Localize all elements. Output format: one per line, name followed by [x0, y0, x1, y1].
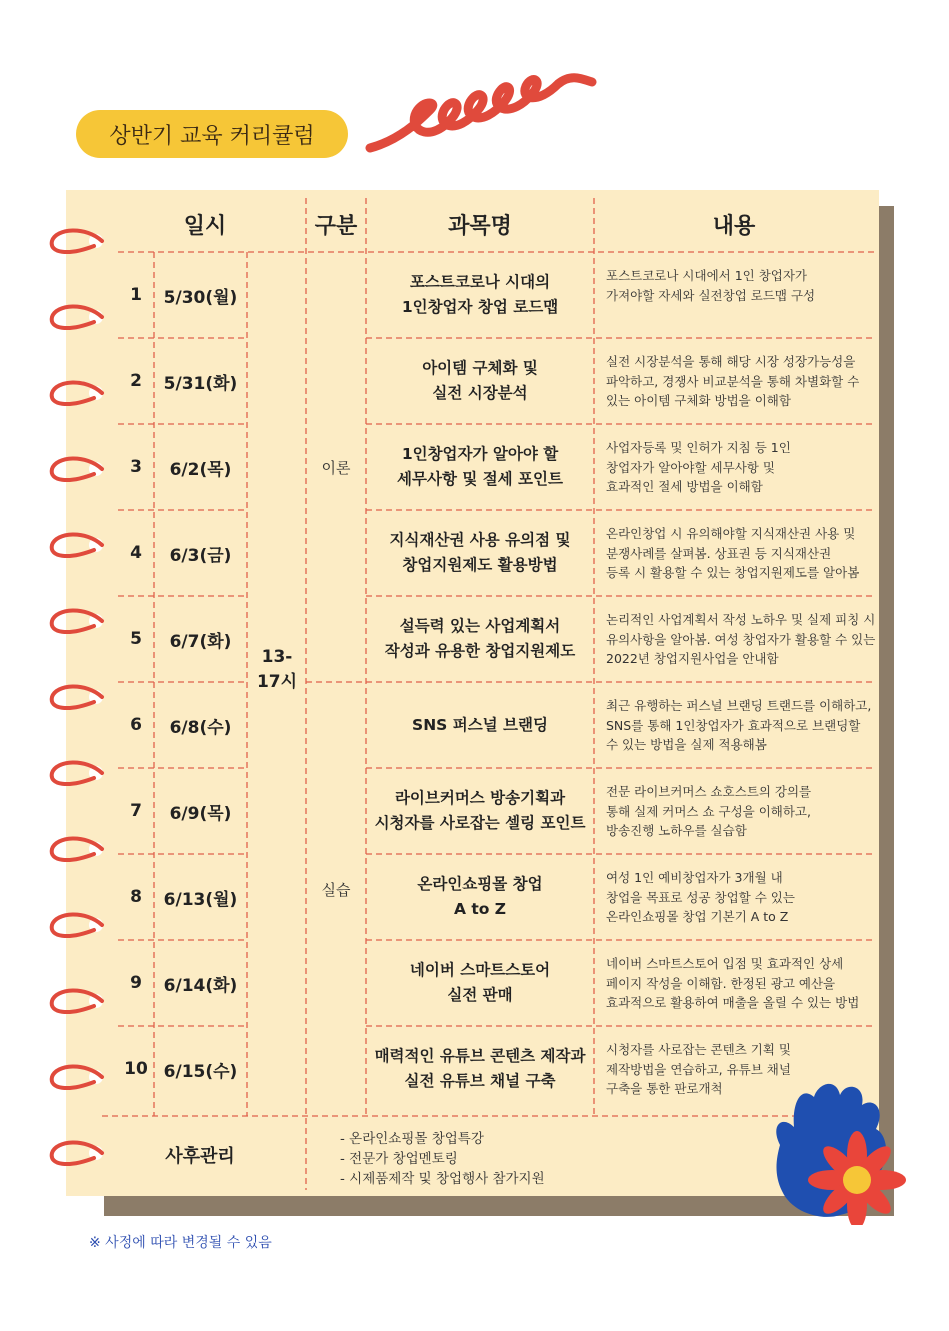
- content-line: 온라인쇼핑몰 창업 기본기 A to Z: [606, 909, 789, 924]
- subject-line: 네이버 스마트스토어: [409, 961, 551, 979]
- session-subject: [366, 252, 594, 338]
- time-range: [247, 630, 307, 710]
- spiral-ring-icon: [46, 756, 110, 790]
- session-content: [606, 954, 881, 1026]
- content-line: 사업자등록 및 인허가 지침 등 1인: [606, 440, 791, 455]
- subject-line: 1인창업자 창업 로드맵: [401, 298, 559, 316]
- session-number: 3: [130, 457, 142, 477]
- content-line: 최근 유행하는 퍼스널 브랜딩 트랜드를 이해하고,: [606, 698, 872, 713]
- subject-line: 매력적인 유튜브 콘텐츠 제작과: [374, 1047, 586, 1065]
- squiggle-decoration: [360, 70, 610, 170]
- session-subject: [366, 682, 594, 768]
- aftercare-item: - 온라인쇼핑몰 창업특강: [340, 1131, 484, 1147]
- content-line: 효과적으로 활용하여 매출을 올릴 수 있는 방법: [606, 995, 860, 1010]
- subject-line: SNS 퍼스널 브랜딩: [412, 715, 548, 734]
- header-date: 일시: [183, 213, 227, 239]
- category-practice: 실습: [321, 880, 351, 899]
- session-number: 10: [124, 1059, 148, 1079]
- content-line: 온라인창업 시 유의해야할 지식재산권 사용 및: [606, 526, 856, 541]
- aftercare-item: - 시제품제작 및 창업행사 참가지원: [340, 1171, 545, 1187]
- subject-line: 작성과 유용한 창업지원제도: [384, 642, 576, 660]
- content-line: 등록 시 활용할 수 있는 창업지원제도를 알아봄: [606, 565, 860, 580]
- subject-line: 온라인쇼핑몰 창업: [417, 875, 543, 893]
- session-date: 6/7(화): [169, 631, 232, 652]
- session-content: [606, 524, 881, 596]
- content-line: 방송진행 노하우를 실습함: [606, 823, 747, 838]
- session-date: 6/2(목): [169, 459, 232, 480]
- spiral-ring-icon: [46, 832, 110, 866]
- subject-line: 실전 판매: [447, 986, 513, 1004]
- content-line: SNS를 통해 1인창업자가 효과적으로 브랜딩할: [606, 717, 861, 733]
- content-line: 논리적인 사업계획서 작성 노하우 및 실제 피칭 시: [606, 612, 876, 627]
- content-line: 유의사항을 알아봄. 여성 창업자가 활용할 수 있는: [606, 631, 876, 647]
- subject-line: 실전 유튜브 채널 구축: [404, 1072, 556, 1090]
- spiral-ring-icon: [46, 300, 110, 334]
- subject-line: 실전 시장분석: [432, 384, 528, 402]
- session-number: 2: [130, 371, 142, 391]
- session-number: 1: [130, 285, 142, 305]
- session-date: 6/15(수): [163, 1061, 238, 1082]
- subject-line: 지식재산권 사용 유의점 및: [389, 531, 571, 549]
- subject-line: 설득력 있는 사업계획서: [399, 617, 561, 635]
- content-line: 네이버 스마트스토어 입점 및 효과적인 상세: [606, 956, 844, 971]
- session-date: 6/9(목): [169, 803, 232, 824]
- time-end: 17시: [256, 672, 298, 692]
- title-badge: [76, 110, 348, 158]
- session-subject: [366, 510, 594, 596]
- session-content: [606, 266, 881, 338]
- content-line: 구축을 통한 판로개척: [606, 1081, 723, 1096]
- content-line: 시청자를 사로잡는 콘텐츠 기획 및: [606, 1042, 791, 1057]
- session-date: 5/30(월): [163, 287, 238, 308]
- category-theory: 이론: [321, 458, 351, 477]
- spiral-ring-icon: [46, 1060, 110, 1094]
- content-line: 제작방법을 연습하고, 유튜브 채널: [606, 1061, 791, 1077]
- content-line: 수 있는 방법을 실제 적용해봄: [606, 737, 767, 752]
- spiral-ring-icon: [46, 680, 110, 714]
- footnote: ※ 사정에 따라 변경될 수 있음: [89, 1235, 272, 1251]
- content-line: 창업자가 알아야할 세무사항 및: [606, 459, 775, 475]
- aftercare-title: 사후관리: [165, 1146, 235, 1167]
- content-line: 통해 실제 커머스 쇼 구성을 이해하고,: [606, 803, 811, 819]
- header-subject: 과목명: [448, 213, 512, 239]
- content-line: 가져야할 자세와 실전창업 로드맵 구성: [606, 287, 816, 303]
- spiral-ring-icon: [46, 452, 110, 486]
- aftercare-list: [340, 1129, 545, 1189]
- session-number: 5: [130, 629, 142, 649]
- page-title: 상반기 교육 커리큘럼: [109, 123, 315, 149]
- session-content: [606, 782, 881, 854]
- content-line: 분쟁사례를 살펴봄. 상표권 등 지식재산권: [606, 545, 832, 561]
- session-subject: [366, 1026, 594, 1112]
- subject-line: 시청자를 사로잡는 셀링 포인트: [374, 814, 586, 832]
- session-content: [606, 610, 881, 682]
- spiral-ring-icon: [46, 376, 110, 410]
- content-line: 파악하고, 경쟁사 비교분석을 통해 차별화할 수: [606, 373, 860, 389]
- subject-line: 아이템 구체화 및: [422, 359, 538, 377]
- subject-line: 라이브커머스 방송기획과: [394, 789, 566, 807]
- time-start: 13-: [261, 647, 293, 667]
- subject-line: 창업지원제도 활용방법: [402, 556, 558, 574]
- session-number: 9: [130, 973, 142, 993]
- spiral-ring-icon: [46, 224, 110, 258]
- header-content: 내용: [712, 213, 756, 239]
- spiral-ring-icon: [46, 984, 110, 1018]
- content-line: 창업을 목표로 성공 창업할 수 있는: [606, 889, 795, 905]
- session-content: [606, 868, 881, 940]
- content-line: 효과적인 절세 방법을 이해함: [606, 479, 763, 494]
- session-number: 6: [130, 715, 142, 735]
- content-line: 전문 라이브커머스 쇼호스트의 강의를: [606, 784, 812, 799]
- session-subject: [366, 424, 594, 510]
- subject-line: 세무사항 및 절세 포인트: [397, 470, 563, 488]
- spiral-ring-icon: [46, 1136, 110, 1170]
- session-subject: [366, 854, 594, 940]
- session-number: 8: [130, 887, 142, 907]
- flower-icon: [762, 1075, 912, 1225]
- content-line: 포스트코로나 시대에서 1인 창업자가: [606, 268, 807, 283]
- header-category: 구분: [314, 213, 358, 239]
- session-date: 6/3(금): [169, 545, 232, 566]
- session-subject: [366, 596, 594, 682]
- aftercare-item: - 전문가 창업멘토링: [340, 1151, 458, 1167]
- session-date: 6/8(수): [169, 717, 232, 738]
- subject-line: 포스트코로나 시대의: [409, 273, 551, 291]
- content-line: 여성 1인 예비창업자가 3개월 내: [606, 870, 783, 885]
- content-line: 2022년 창업지원사업을 안내함: [606, 651, 779, 666]
- session-number: 7: [130, 801, 142, 821]
- content-line: 페이지 작성을 이해함. 한정된 광고 예산을: [606, 975, 836, 991]
- session-subject: [366, 768, 594, 854]
- spiral-ring-icon: [46, 604, 110, 638]
- content-line: 있는 아이템 구체화 방법을 이해함: [606, 393, 791, 408]
- subject-line: A to Z: [453, 900, 507, 918]
- session-number: 4: [130, 543, 142, 563]
- session-date: 6/13(월): [163, 889, 238, 910]
- session-content: [606, 696, 881, 768]
- spiral-ring-icon: [46, 528, 110, 562]
- session-date: 6/14(화): [163, 975, 238, 996]
- session-subject: [366, 940, 594, 1026]
- session-subject: [366, 338, 594, 424]
- content-line: 실전 시장분석을 통해 해당 시장 성장가능성을: [606, 354, 856, 369]
- session-date: 5/31(화): [163, 373, 238, 394]
- session-content: [606, 352, 881, 424]
- subject-line: 1인창업자가 알아야 할: [401, 445, 559, 463]
- session-content: [606, 438, 881, 510]
- spiral-ring-icon: [46, 908, 110, 942]
